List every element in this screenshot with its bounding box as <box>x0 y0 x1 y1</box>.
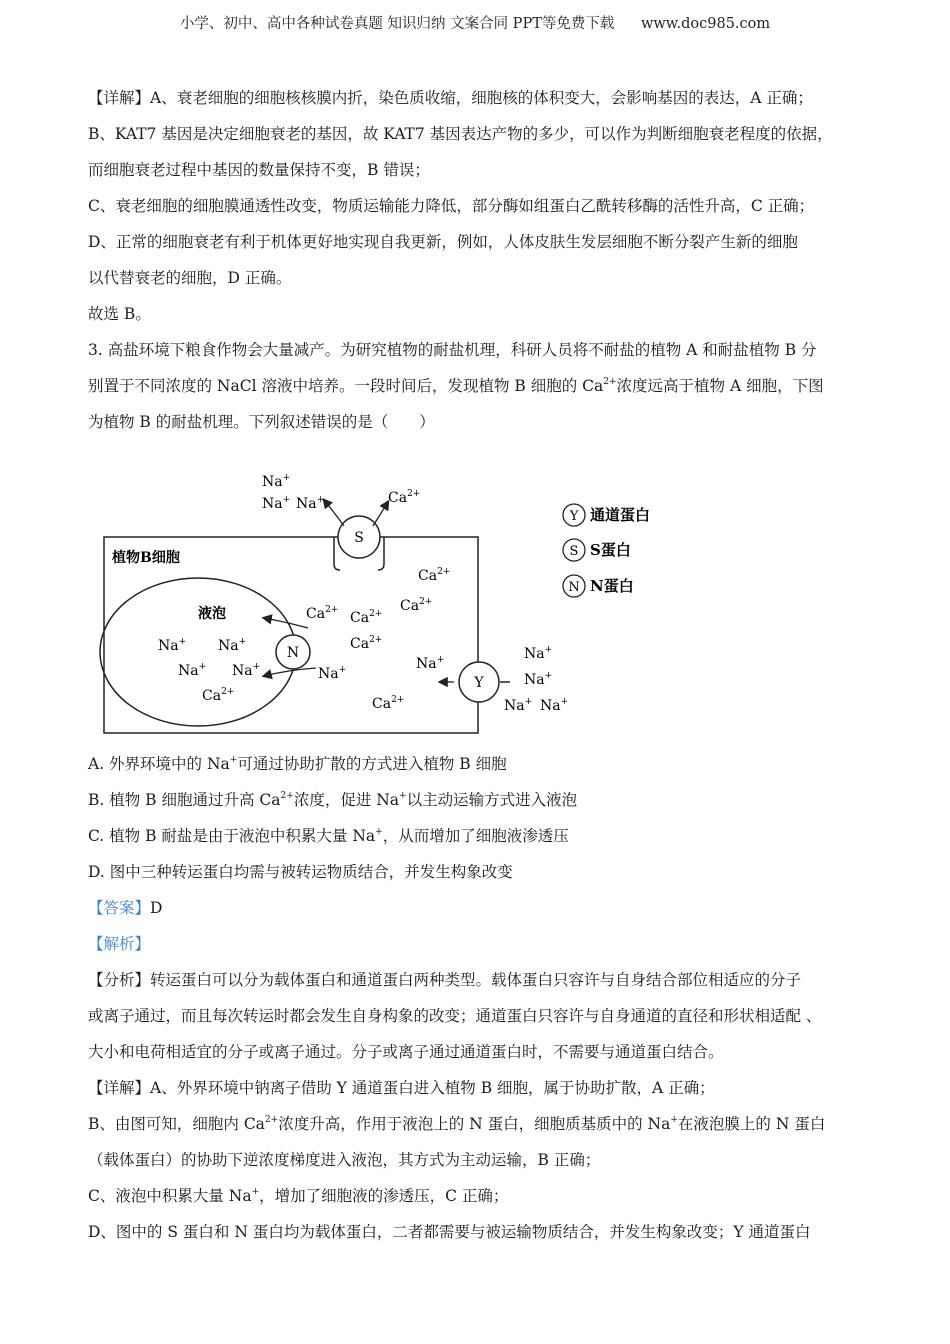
detail3-c: C、液泡中积累大量 Na+，增加了细胞液的渗透压，C 正确； <box>88 1187 509 1205</box>
detail3-d: D、图中的 S 蛋白和 N 蛋白均为载体蛋白，二者都需要与被运输物质结合，并发生构象改变；Y 通道蛋白 <box>88 1223 811 1241</box>
na-ion-label: Na+ <box>540 697 569 714</box>
legend-label: N蛋白 <box>590 577 634 595</box>
detail3-b2: （载体蛋白）的协助下逆浓度梯度进入液泡，其方式为主动运输，B 正确； <box>88 1151 601 1169</box>
page-header <box>0 12 950 33</box>
n-protein-letter: N <box>286 645 300 661</box>
ca-ion-label: $Ca^{2+}$ <box>202 687 235 704</box>
ca-ion-label: $Ca^{2+}$ <box>372 695 405 712</box>
document-body <box>88 80 878 1250</box>
q2-detail-a <box>88 80 878 116</box>
vacuole-label: 液泡 <box>198 606 226 622</box>
q2-detail-b1: B、KAT7 基因是决定细胞衰老的基因，故 KAT7 基因表达产物的多少，可以作为判断细胞衰老程度的依据， <box>88 125 833 143</box>
option-a: A. 外界环境中的 Na+可通过协助扩散的方式进入植物 B 细胞 <box>88 755 507 773</box>
option-c: C. 植物 B 耐盐是由于液泡中积累大量 Na+，从而增加了细胞液渗透压 <box>88 827 569 845</box>
na-ion-label: Na+ <box>416 655 445 672</box>
option-d: D. 图中三种转运蛋白均需与被转运物质结合，并发生构象改变 <box>88 863 513 881</box>
y-channel-letter: Y <box>474 675 484 691</box>
header-url[interactable]: www.doc985.com <box>640 16 771 32</box>
q2-detail-c: C、衰老细胞的细胞膜通透性改变，物质运输能力降低，部分酶如组蛋白乙酰转移酶的活性升高，C 正确； <box>88 197 815 215</box>
option-b: B. 植物 B 细胞通过升高 $Ca^{2+}$浓度，促进 Na+以主动运输方式进入液泡 <box>88 791 578 809</box>
q2-detail-b2: 而细胞衰老过程中基因的数量保持不变，B 错误； <box>88 161 430 179</box>
legend-symbol: N <box>568 580 580 595</box>
na-ion-label: Na+ <box>232 662 261 679</box>
q3-stem-2 <box>88 368 878 404</box>
analysis-line-3: 大小和电荷相适宜的分子或离子通过。分子或离子通过通道蛋白时，不需要与通道蛋白结合。 <box>88 1043 724 1061</box>
legend-symbol: S <box>569 544 579 559</box>
answer-line <box>88 890 878 926</box>
salt-tolerance-diagram <box>88 442 878 742</box>
ca-ion-label: $Ca^{2+}$ <box>418 567 451 584</box>
ca-ion-label: $Ca^{2+}$ <box>306 605 339 622</box>
analysis-line-2: 或离子通过，而且每次转运时都会发生自身构象的改变；通道蛋白只容许与自身通道的直径和形状相适配 、 <box>88 1007 822 1025</box>
q2-detail-d2: 以代替衰老的细胞，D 正确。 <box>88 269 292 287</box>
analysis-heading: 【解析】 <box>88 935 151 953</box>
q2-detail-d1: D、正常的细胞衰老有利于机体更好地实现自我更新，例如，人体皮肤生发层细胞不断分裂产生新的细胞 <box>88 233 798 251</box>
q3-stem-1: 3. 高盐环境下粮食作物会大量减产。为研究植物的耐盐机理，科研人员将不耐盐的植物 A 和耐盐植物 B 分 <box>88 341 817 359</box>
na-ion-label: Na+ <box>262 495 291 512</box>
answer-label: 【答案】 <box>88 899 151 917</box>
ca-ion-label: $Ca^{2+}$ <box>388 489 421 506</box>
na-ion-label: Na+ <box>504 697 533 714</box>
na-ion-label: Na+ <box>318 665 347 682</box>
na-ion-label: Na+ <box>524 645 553 662</box>
diagram-svg <box>88 442 878 742</box>
detail-text: A、衰老细胞的细胞核核膜内折，染色质收缩，细胞核的体积变大，会影响基因的表达，A 正确； <box>150 89 813 107</box>
ca-ion-label: $Ca^{2+}$ <box>350 635 383 652</box>
superscript: 2+ <box>603 377 617 387</box>
analysis-line-1: 【分析】转运蛋白可以分为载体蛋白和通道蛋白两种类型。载体蛋白只容许与自身结合部位相适应的分子 <box>88 971 802 989</box>
header-text: 小学、初中、高中各种试卷真题 知识归纳 文案合同 PPT等免费下载 <box>179 16 615 32</box>
s-protein-letter: S <box>354 530 364 546</box>
na-ion-label: Na+ <box>296 495 325 512</box>
stem-text: 别置于不同浓度的 NaCl 溶液中培养。一段时间后，发现植物 B 细胞的 Ca <box>88 377 604 395</box>
na-ion-label: Na+ <box>178 662 207 679</box>
legend-label: 通道蛋白 <box>590 506 651 524</box>
na-ion-label: Na+ <box>262 473 291 490</box>
ca-ion-label: $Ca^{2+}$ <box>400 597 433 614</box>
stem-text: 浓度远高于植物 A 细胞，下图 <box>616 377 824 395</box>
na-ion-label: Na+ <box>158 637 187 654</box>
answer-value: D <box>150 899 163 917</box>
detail-label: 【详解】 <box>88 89 151 107</box>
vacuole <box>100 578 296 726</box>
na-ion-label: Na+ <box>524 671 553 688</box>
detail3-b1: B、由图可知，细胞内 $Ca^{2+}$浓度升高，作用于液泡上的 N 蛋白，细胞质基质中的 Na+在液泡膜上的 N 蛋白 <box>88 1115 826 1133</box>
q3-stem-3: 为植物 B 的耐盐机理。下列叙述错误的是（ ） <box>88 413 435 431</box>
legend-label: S蛋白 <box>590 541 631 559</box>
detail3-a: 【详解】A、外界环境中钠离子借助 Y 通道蛋白进入植物 B 细胞，属于协助扩散，A 正确； <box>88 1079 715 1097</box>
na-ion-label: Na+ <box>218 637 247 654</box>
legend-symbol: Y <box>569 509 579 524</box>
diagram-legend <box>563 504 650 597</box>
cell-label: 植物B细胞 <box>112 550 180 566</box>
ca-ion-label: $Ca^{2+}$ <box>350 609 383 626</box>
q2-choice: 故选 B。 <box>88 305 151 323</box>
